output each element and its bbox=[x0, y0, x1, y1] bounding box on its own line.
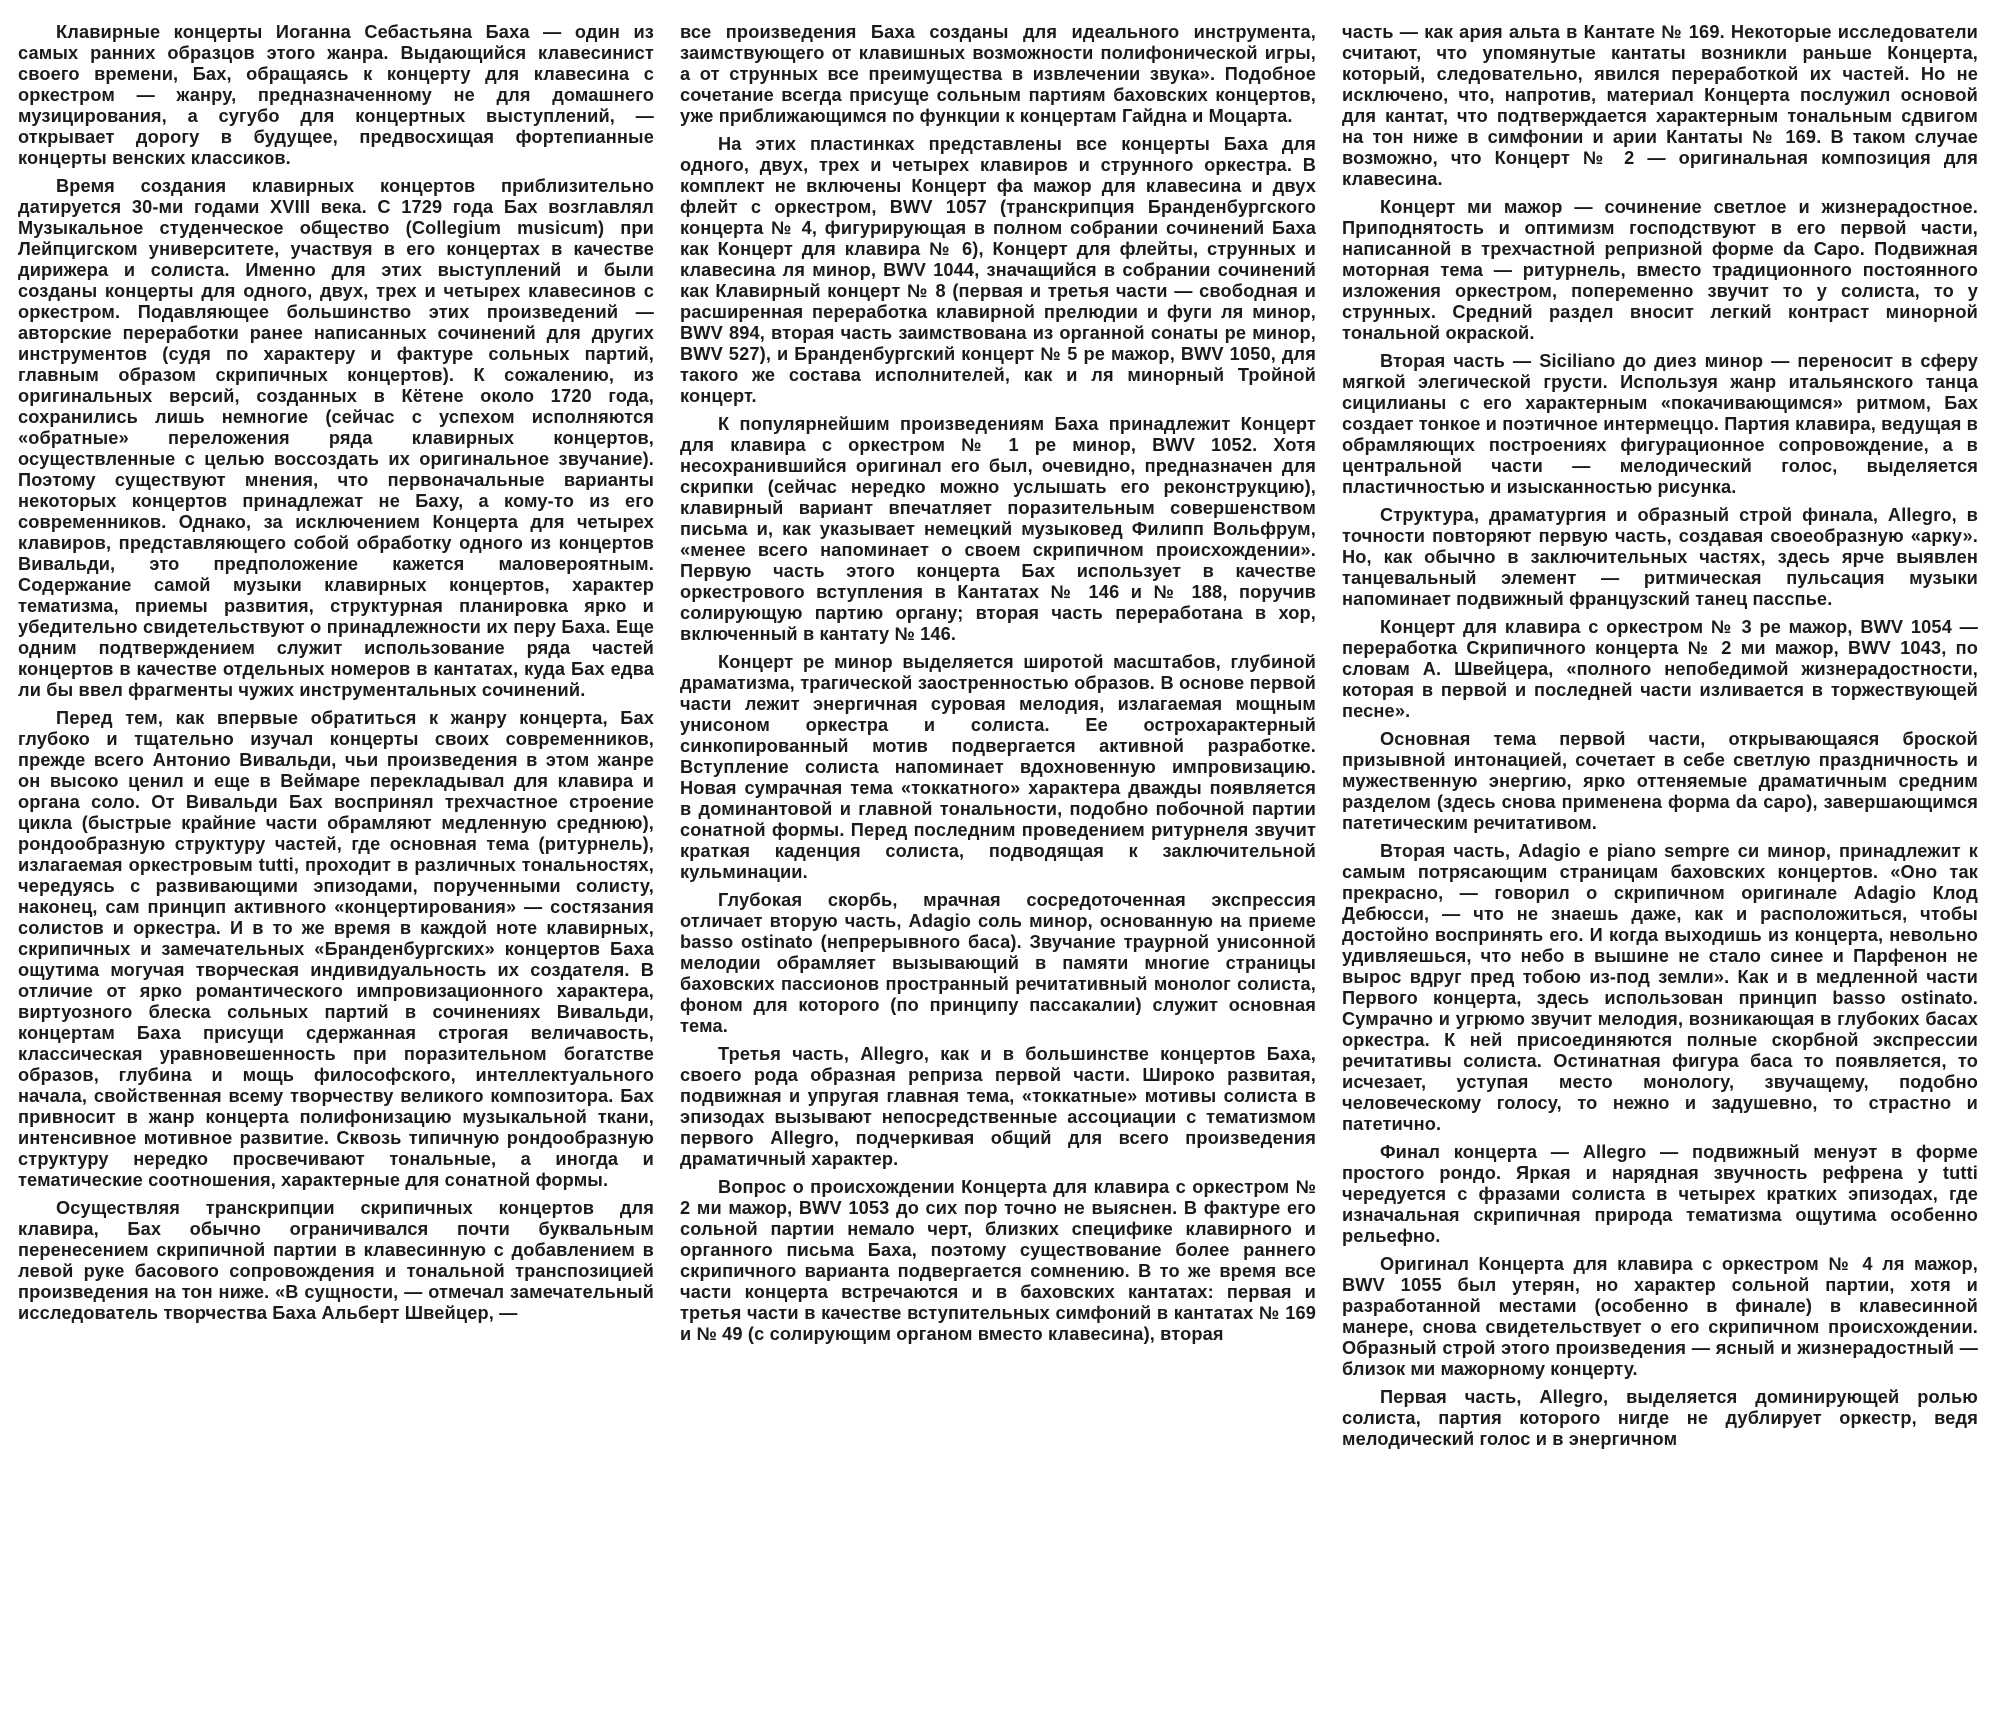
paragraph: Структура, драматургия и образный строй финала, Allegro, в точности повторяют первую часть, создавая своеобразную «арку». Но, как обычно в заключительных частях, здесь ярче выявлен танцевальный элемент — ритмическая пульсация музыки напоминает подвижный французский танец пасспье. bbox=[1342, 505, 1978, 609]
paragraph: Осуществляя транскрипции скрипичных концертов для клавира, Бах обычно ограничивался почти буквальным перенесением скрипичной партии в клавесинную с добавлением в левой руке басового сопровождения и тональной транспозицией произведения на тон ниже. «В сущности, — отмечал замечательный исследователь творчества Баха Альберт Швейцер, — bbox=[18, 1198, 654, 1323]
paragraph: Клавирные концерты Иоганна Себастьяна Баха — один из самых ранних образцов этого жанра. Выдающийся клавесинист своего времени, Бах, обращаясь к концерту для клавесина с оркестром — жанру, предназначенному не для домашнего музицирования, а сугубо для концертных выступлений, — открывает дорогу в будущее, предвосхищая фортепианные концерты венских классиков. bbox=[18, 22, 654, 168]
paragraph: Вторая часть — Siciliano до диез минор — переносит в сферу мягкой элегической грусти. Используя жанр итальянского танца сицилианы с его характерным «покачивающимся» ритмом, Бах создает тонкое и поэтичное интермеццо. Партия клавира, ведущая в обрамляющих построениях фигурационное сопровождение, а в центральной части — мелодический голос, выделяется пластичностью и изысканностью рисунка. bbox=[1342, 351, 1978, 497]
paragraph: Концерт ми мажор — сочинение светлое и жизнерадостное. Приподнятость и оптимизм господствуют в его первой части, написанной в трехчастной репризной форме da Capo. Подвижная моторная тема — ритурнель, вместо традиционного постоянного изложения оркестром, попеременно звучит то у солиста, то у струнных. Средний раздел вносит легкий контраст минорной тональной окраской. bbox=[1342, 197, 1978, 343]
paragraph: Основная тема первой части, открывающаяся броской призывной интонацией, сочетает в себе светлую праздничность и мужественную энергию, ярко оттеняемые драматичным средним разделом (здесь снова применена форма da capo), завершающимся патетическим речитативом. bbox=[1342, 729, 1978, 833]
paragraph: Концерт ре минор выделяется широтой масштабов, глубиной драматизма, трагической заостренностью образов. В основе первой части лежит энергичная суровая мелодия, излагаемая мощным унисоном оркестра и солиста. Ее острохарактерный синкопированный мотив подвергается активной разработке. Вступление солиста напоминает вдохновенную импровизацию. Новая сумрачная тема «токкатного» характера дважды появляется в доминантовой и главной тональности, подобно побочной партии сонатной формы. Перед последним проведением ритурнеля звучит краткая каденция солиста, подводящая к заключительной кульминации. bbox=[680, 652, 1316, 882]
paragraph: часть — как ария альта в Кантате № 169. Некоторые исследователи считают, что упомянутые кантаты возникли раньше Концерта, который, следовательно, явился переработкой их частей. Но не исключено, что, напротив, материал Концерта послужил основой для кантат, что подтверждается характерным тональным сдвигом на тон ниже в симфонии и арии Кантаты № 169. В таком случае возможно, что Концерт № 2 — оригинальная композиция для клавесина. bbox=[1342, 22, 1978, 189]
text-column-right bbox=[1342, 22, 1978, 1736]
paragraph: К популярнейшим произведениям Баха принадлежит Концерт для клавира с оркестром № 1 ре минор, BWV 1052. Хотя несохранившийся оригинал его был, очевидно, предназначен для скрипки (сейчас нередко можно услышать его реконструкцию), клавирный вариант впечатляет поразительным совершенством письма и, как указывает немецкий музыковед Филипп Вольфрум, «менее всего напоминает о своем скрипичном происхождении». Первую часть этого концерта Бах использует в качестве оркестрового вступления в Кантатах № 146 и № 188, поручив солирующую партию органу; вторая часть переработана в хор, включенный в кантату № 146. bbox=[680, 414, 1316, 644]
paragraph: Оригинал Концерта для клавира с оркестром № 4 ля мажор, BWV 1055 был утерян, но характер сольной партии, хотя и разработанной местами (особенно в финале) в клавесинной манере, снова свидетельствует о его скрипичном происхождении. Образный строй этого произведения — ясный и жизнерадостный — близок ми мажорному концерту. bbox=[1342, 1254, 1978, 1379]
text-column-left bbox=[18, 22, 654, 1736]
paragraph: Перед тем, как впервые обратиться к жанру концерта, Бах глубоко и тщательно изучал концерты своих современников, прежде всего Антонио Вивальди, чьи произведения в этом жанре он высоко ценил и еще в Веймаре перекладывал для клавира и органа соло. От Вивальди Бах воспринял трехчастное строение цикла (быстрые крайние части обрамляют медленную среднюю), рондообразную структуру частей, где основная тема (ритурнель), излагаемая оркестровым tutti, проходит в различных тональностях, чередуясь с развивающими эпизодами, порученными солисту, наконец, сам принцип активного «концертирования» — состязания солистов и оркестра. И в то же время в каждой ноте клавирных, скрипичных и замечательных «Бранденбургских» концертов Баха ощутима могучая творческая индивидуальность их создателя. В отличие от ярко романтического импровизационного характера, виртуозного блеска сольных партий в сочинениях Вивальди, концертам Баха присущи сдержанная строгая величавость, классическая уравновешенность при поразительном богатстве образов, глубина и мощь философского, интеллектуального начала, свойственная всему творчеству великого композитора. Бах привносит в жанр концерта полифонизацию музыкальной ткани, интенсивное мотивное развитие. Сквозь типичную рондообразную структуру нередко просвечивают тональные, а иногда и тематические соотношения, характерные для сонатной формы. bbox=[18, 708, 654, 1190]
paragraph: Первая часть, Allegro, выделяется доминирующей ролью солиста, партия которого нигде не дублирует оркестр, ведя мелодический голос и в энергичном bbox=[1342, 1387, 1978, 1449]
paragraph: Финал концерта — Allegro — подвижный менуэт в форме простого рондо. Яркая и нарядная звучность рефрена у tutti чередуется с фразами солиста в четырех кратких эпизодах, где изначальная скрипичная природа тематизма ощутима особенно рельефно. bbox=[1342, 1142, 1978, 1246]
paragraph: Третья часть, Allegro, как и в большинстве концертов Баха, своего рода образная реприза первой части. Широко развитая, подвижная и упругая главная тема, «токкатные» мотивы солиста в эпизодах вызывают непосредственные ассоциации с тематизмом первого Allegro, подчеркивая общий для всего произведения драматичный характер. bbox=[680, 1044, 1316, 1169]
paragraph: Концерт для клавира с оркестром № 3 ре мажор, BWV 1054 — переработка Скрипичного концерта № 2 ми мажор, BWV 1043, по словам А. Швейцера, «полного непобедимой жизнерадостности, которая в первой и последней части изливается в торжествующей песне». bbox=[1342, 617, 1978, 721]
paragraph: Глубокая скорбь, мрачная сосредоточенная экспрессия отличает вторую часть, Adagio соль минор, основанную на приеме basso ostinato (непрерывного баса). Звучание траурной унисонной мелодии обрамляет вызывающий в памяти многие страницы баховских пассионов пространный речитативный монолог солиста, фоном для которого (по принципу пассакалии) служит основная тема. bbox=[680, 890, 1316, 1036]
paragraph: все произведения Баха созданы для идеального инструмента, заимствующего от клавишных возможности полифонической игры, а от струнных все преимущества в извлечении звука». Подобное сочетание всегда присуще сольным партиям баховских концертов, уже приближающимся по функции к концертам Гайдна и Моцарта. bbox=[680, 22, 1316, 126]
paragraph: На этих пластинках представлены все концерты Баха для одного, двух, трех и четырех клавиров и струнного оркестра. В комплект не включены Концерт фа мажор для клавесина и двух флейт с оркестром, BWV 1057 (транскрипция Бранденбургского концерта № 4, фигурирующая в полном собрании сочинений Баха как Концерт для клавира № 6), Концерт для флейты, струнных и клавесина ля минор, BWV 1044, значащийся в собрании сочинений как Клавирный концерт № 8 (первая и третья части — свободная и расширенная переработка клавирной прелюдии и фуги ля минор, BWV 894, вторая часть заимствована из органной сонаты ре минор, BWV 527), и Бранденбургский концерт № 5 ре мажор, BWV 1050, для такого же состава исполнителей, как и ля минорный Тройной концерт. bbox=[680, 134, 1316, 406]
paragraph: Время создания клавирных концертов приблизительно датируется 30-ми годами XVIII века. С 1729 года Бах возглавлял Музыкальное студенческое общество (Collegium musicum) при Лейпцигском университете, участвуя в его концертах в качестве дирижера и солиста. Именно для этих выступлений и были созданы концерты для одного, двух, трех и четырех клавесинов с оркестром. Подавляющее большинство этих произведений — авторские переработки ранее написанных сочинений для других инструментов (судя по характеру и фактуре сольных партий, главным образом скрипичных концертов). К сожалению, из оригинальных версий, созданных в Кётене около 1720 года, сохранились лишь немногие (сейчас с успехом исполняются «обратные» переложения ряда клавирных концертов, осуществленные с целью воссоздать их оригинальное звучание). Поэтому существуют мнения, что первоначальные варианты некоторых концертов принадлежат не Баху, а кому-то из его современников. Однако, за исключением Концерта для четырех клавиров, представляющего собой обработку одного из концертов Вивальди, это предположение кажется маловероятным. Содержание самой музыки клавирных концертов, характер тематизма, приемы развития, структурная планировка ярко и убедительно свидетельствуют о принадлежности их перу Баха. Еще одним подтверждением служит использование ряда частей концертов в качестве отдельных номеров в кантатах, куда Бах едва ли бы ввел фрагменты чужих инструментальных сочинений. bbox=[18, 176, 654, 700]
text-column-middle bbox=[680, 22, 1316, 1736]
paragraph: Вторая часть, Adagio e piano sempre си минор, принадлежит к самым потрясающим страницам баховских концертов. «Оно так прекрасно, — говорил о скрипичном оригинале Adagio Клод Дебюсси, — что не знаешь даже, как и расположиться, чтобы достойно воспринять его. И когда выходишь из концерта, невольно удивляешься, что небо в вышине не стало синее и Парфенон не вырос вдруг пред тобою из-под земли». Как и в медленной части Первого концерта, здесь использован принцип basso ostinato. Сумрачно и угрюмо звучит мелодия, возникающая в глубоких басах оркестра. К ней присоединяются полные скорбной экспрессии речитативы солиста. Остинатная фигура баса то появляется, то исчезает, уступая место монологу, звучащему, подобно человеческому голосу, то нежно и задушевно, то страстно и патетично. bbox=[1342, 841, 1978, 1134]
paragraph: Вопрос о происхождении Концерта для клавира с оркестром № 2 ми мажор, BWV 1053 до сих пор точно не выяснен. В фактуре его сольной партии немало черт, близких специфике клавирного и органного письма Баха, поэтому существование более раннего скрипичного варианта подвергается сомнению. В то же время все части концерта встречаются и в баховских кантатах: первая и третья части в качестве вступительных симфоний в кантатах № 169 и № 49 (с солирующим органом вместо клавесина), вторая bbox=[680, 1177, 1316, 1344]
